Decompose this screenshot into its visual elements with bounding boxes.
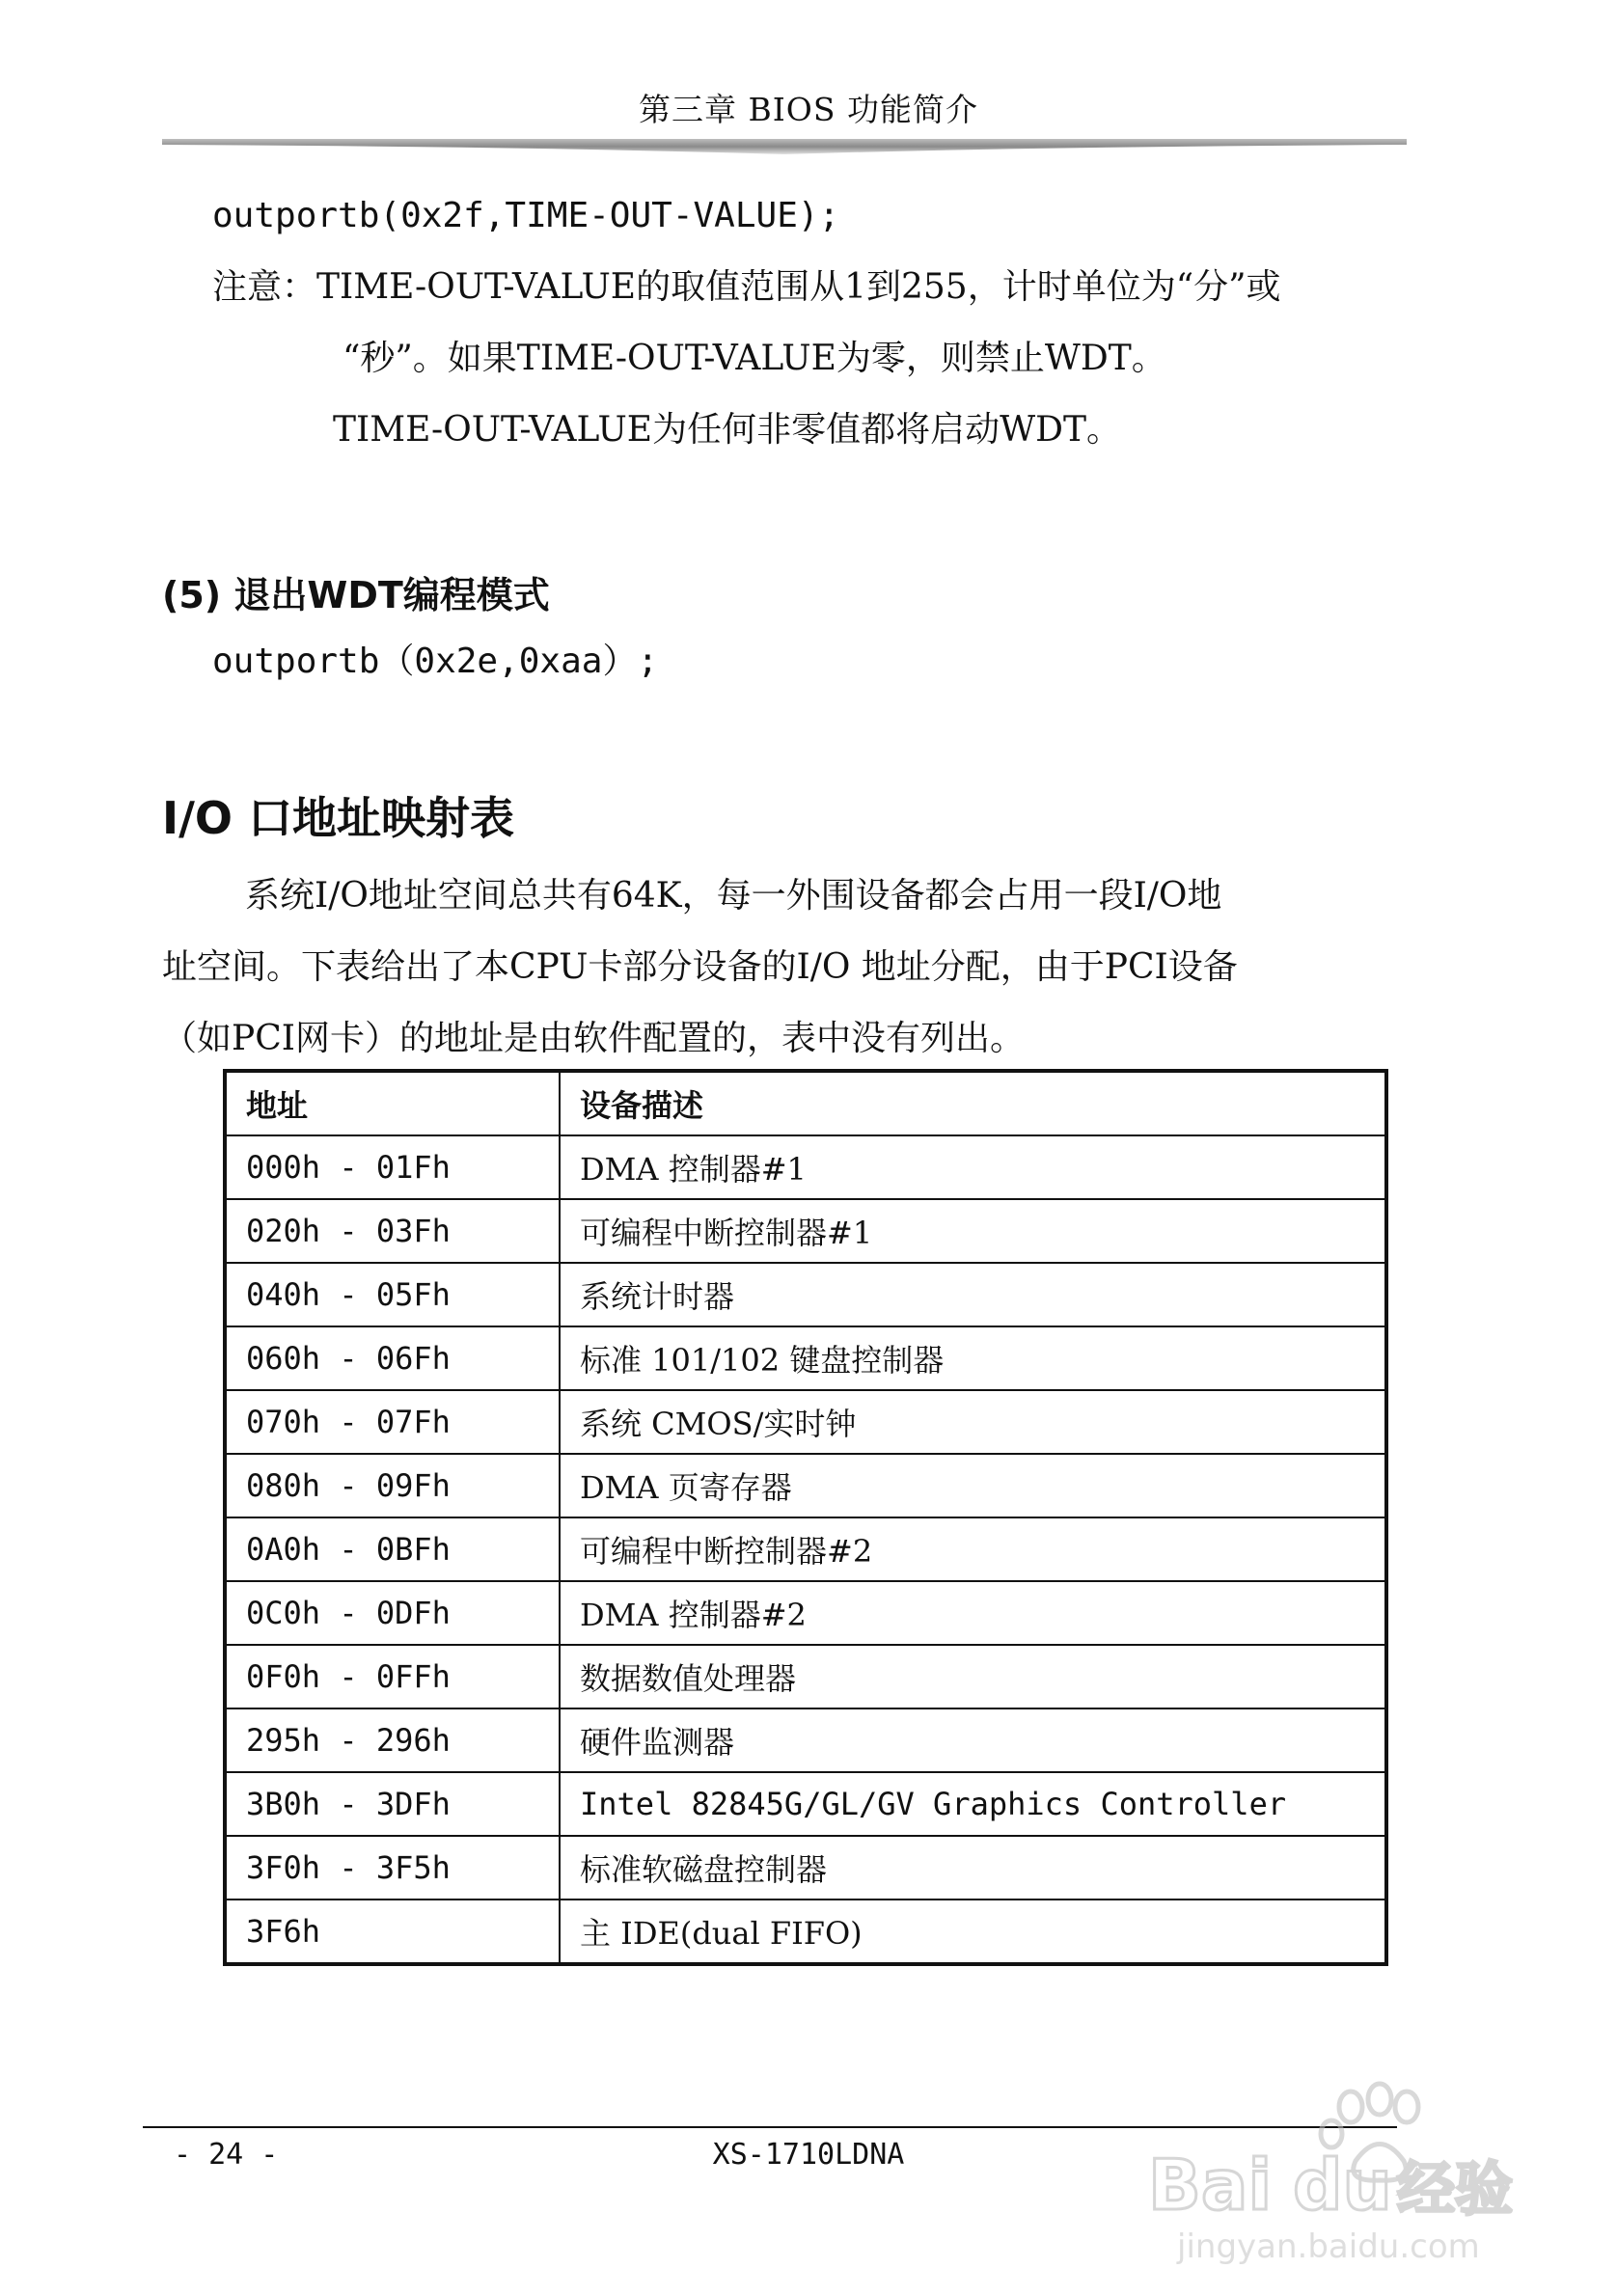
svg-text:Bai: Bai — [1148, 2145, 1273, 2226]
code-line-set-timeout: outportb(0x2f,TIME-OUT-VALUE); — [212, 196, 840, 235]
page-number: - 24 - — [174, 2138, 279, 2172]
io-address-table — [223, 1069, 1388, 1966]
svg-text:du: du — [1293, 2145, 1392, 2226]
intro-line: 址空间。下表给出了本CPU卡部分设备的I/O 地址分配，由于PCI设备 — [162, 947, 1238, 987]
address-cell: 0F0h - 0FFh — [225, 1645, 560, 1708]
description-cell: Intel 82845G/GL/GV Graphics Controller — [560, 1772, 1386, 1836]
description-cell: 可编程中断控制器#2 — [560, 1517, 1386, 1581]
description-cell: 系统 CMOS/实时钟 — [560, 1390, 1386, 1454]
table-row — [225, 1772, 1386, 1836]
io-section-title: I/O 口地址映射表 — [162, 792, 515, 844]
table-row — [225, 1263, 1386, 1326]
svg-text:经验: 经验 — [1397, 2156, 1513, 2224]
address-cell: 040h - 05Fh — [225, 1263, 560, 1326]
address-cell: 3B0h - 3DFh — [225, 1772, 560, 1836]
watermark-url: jingyan.baidu.com — [1177, 2228, 1480, 2266]
note-line-3: TIME-OUT-VALUE为任何非零值都将启动WDT。 — [333, 410, 1121, 450]
description-cell: 硬件监测器 — [560, 1708, 1386, 1772]
description-cell: 可编程中断控制器#1 — [560, 1199, 1386, 1263]
table-row — [225, 1390, 1386, 1454]
intro-line: （如PCI网卡）的地址是由软件配置的，表中没有列出。 — [162, 1019, 1025, 1058]
table-row — [225, 1135, 1386, 1199]
intro-paragraph — [162, 861, 1380, 1075]
description-cell: 标准 101/102 键盘控制器 — [560, 1326, 1386, 1390]
address-cell: 060h - 06Fh — [225, 1326, 560, 1390]
page-header-title: 第三章 BIOS 功能简介 — [639, 91, 978, 128]
address-cell: 0C0h - 0DFh — [225, 1581, 560, 1645]
table-row — [225, 1645, 1386, 1708]
header-rule — [162, 137, 1407, 156]
description-cell: 主 IDE(dual FIFO) — [560, 1900, 1386, 1964]
table-row — [225, 1900, 1386, 1964]
table-row — [225, 1517, 1386, 1581]
header-address: 地址 — [225, 1071, 560, 1135]
address-cell: 070h - 07Fh — [225, 1390, 560, 1454]
note-line-1: 注意：TIME-OUT-VALUE的取值范围从1到255，计时单位为“分”或 — [212, 267, 1281, 307]
address-cell: 3F6h — [225, 1900, 560, 1964]
note-line-2: “秒”。如果TIME-OUT-VALUE为零，则禁止WDT。 — [343, 339, 1166, 378]
description-cell: 数据数值处理器 — [560, 1645, 1386, 1708]
address-cell: 3F0h - 3F5h — [225, 1836, 560, 1900]
address-cell: 020h - 03Fh — [225, 1199, 560, 1263]
address-cell: 000h - 01Fh — [225, 1135, 560, 1199]
intro-line: 系统I/O地址空间总共有64K，每一外围设备都会占用一段I/O地 — [245, 876, 1222, 916]
description-cell: 标准软磁盘控制器 — [560, 1836, 1386, 1900]
description-cell: DMA 控制器#2 — [560, 1581, 1386, 1645]
table-row — [225, 1708, 1386, 1772]
description-cell: DMA 控制器#1 — [560, 1135, 1386, 1199]
baidu-jingyan-watermark — [1148, 2074, 1534, 2267]
table-row — [225, 1581, 1386, 1645]
address-cell: 295h - 296h — [225, 1708, 560, 1772]
table-header-row — [225, 1071, 1386, 1135]
section-5-heading: (5) 退出WDT编程模式 — [162, 574, 550, 616]
table-row — [225, 1836, 1386, 1900]
table-row — [225, 1454, 1386, 1517]
table-row — [225, 1326, 1386, 1390]
description-cell: DMA 页寄存器 — [560, 1454, 1386, 1517]
address-cell: 0A0h - 0BFh — [225, 1517, 560, 1581]
code-line-exit: outportb（0x2e,0xaa）; — [212, 642, 659, 681]
footer-model-name: XS-1710LDNA — [712, 2138, 905, 2172]
header-description: 设备描述 — [560, 1071, 1386, 1135]
table-row — [225, 1199, 1386, 1263]
description-cell: 系统计时器 — [560, 1263, 1386, 1326]
address-cell: 080h - 09Fh — [225, 1454, 560, 1517]
